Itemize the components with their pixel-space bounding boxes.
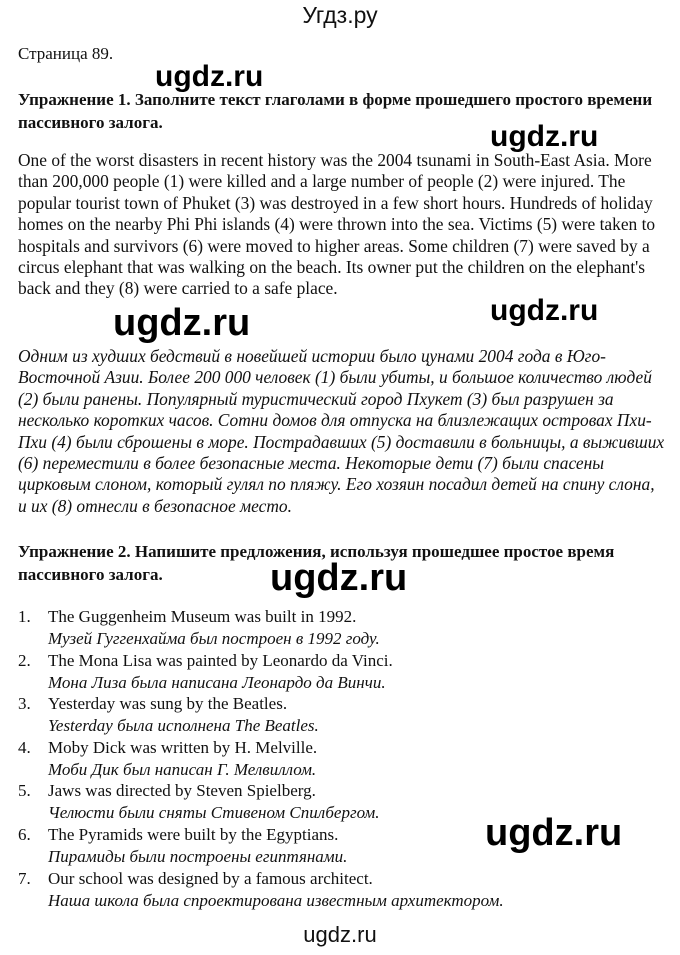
watermark: ugdz.ru: [485, 812, 623, 854]
exercise-1-text-ru: Одним из худших бедствий в новейшей истории было цунами 2004 года в Юго-Восточной Азии. Более 200 000 человек (1) были убиты, и большое количество людей (2) были ранены. Популярный туристический город Пхукет (3) был разрушен за несколько коротких часов. Сотни домов для отпуска на близлежащих островах Пхи-Пхи (4) были сброшены в море. Пострадавших (5) доставили в больницы, а выживших (6) переместили в более безопасные места. Некоторые дети (7) были спасены цирковым слоном, который гулял по пляжу. Его хозяин посадил детей на спину слона, и их (8) отнесли в безопасное место.: [18, 346, 665, 516]
list-item: [18, 606, 658, 650]
item-number: 1.: [18, 607, 31, 626]
item-number: 7.: [18, 868, 31, 888]
item-russian: Музей Гуггенхайма был построен в 1992 году.: [48, 629, 380, 648]
item-russian: Челюсти были сняты Стивеном Спилбергом.: [48, 803, 380, 823]
item-number: 4.: [18, 737, 31, 757]
site-header[interactable]: Угдз.ру: [302, 2, 378, 28]
item-russian: Пирамиды были построены египтянами.: [48, 846, 348, 866]
watermark: ugdz.ru: [490, 294, 599, 327]
item-english: Yesterday was sung by the Beatles.: [48, 694, 288, 714]
item-number: 3.: [18, 694, 31, 714]
watermark: ugdz.ru: [155, 60, 264, 93]
item-english: The Guggenheim Museum was built in 1992.: [48, 607, 357, 626]
item-english: Moby Dick was written by H. Melville.: [48, 737, 318, 757]
list-item: [18, 868, 658, 912]
watermark: ugdz.ru: [113, 302, 251, 344]
item-number: 5.: [18, 781, 31, 801]
watermark: ugdz.ru: [490, 120, 599, 153]
item-russian: Мона Лиза была написана Леонардо да Винчи.: [48, 672, 386, 692]
item-english: Our school was designed by a famous architect.: [48, 868, 373, 888]
exercise-1-title: Упражнение 1. Заполните текст глаголами в форме прошедшего простого времени пассивного залога.: [18, 90, 653, 132]
list-item: [18, 650, 658, 694]
list-item: [18, 693, 658, 737]
item-russian: Моби Дик был написан Г. Мелвиллом.: [48, 759, 317, 779]
item-number: 6.: [18, 824, 31, 844]
watermark: ugdz.ru: [270, 557, 408, 599]
exercise-2-title: Упражнение 2. Напишите предложения, используя прошедшее простое время пассивного залога.: [18, 542, 615, 584]
site-footer[interactable]: ugdz.ru: [303, 922, 377, 947]
item-english: Jaws was directed by Steven Spielberg.: [48, 781, 316, 801]
item-russian: Yesterday была исполнена The Beatles.: [48, 716, 319, 736]
item-english: The Mona Lisa was painted by Leonardo da Vinci.: [48, 650, 393, 670]
item-english: The Pyramids were built by the Egyptians.: [48, 824, 339, 844]
exercise-2-list: [18, 606, 658, 911]
item-russian: Наша школа была спроектирована известным архитектором.: [48, 890, 504, 910]
list-item: [18, 737, 658, 781]
exercise-1-text-en: One of the worst disasters in recent history was the 2004 tsunami in South-East Asia. More than 200,000 people (1) were killed and a large number of people (2) were injured. The popular tourist town of Phuket (3) was destroyed in a few short hours. Hundreds of holiday homes on the nearby Phi Phi islands (4) were thrown into the sea. Victims (5) were taken to hospitals and survivors (6) were moved to higher areas. Some children (7) were saved by a circus elephant that was walking on the beach. Its owner put the children on the elephant's back and they (8) were carried to a safe place.: [18, 150, 656, 299]
item-number: 2.: [18, 650, 31, 670]
page-label: Страница 89.: [18, 44, 114, 63]
